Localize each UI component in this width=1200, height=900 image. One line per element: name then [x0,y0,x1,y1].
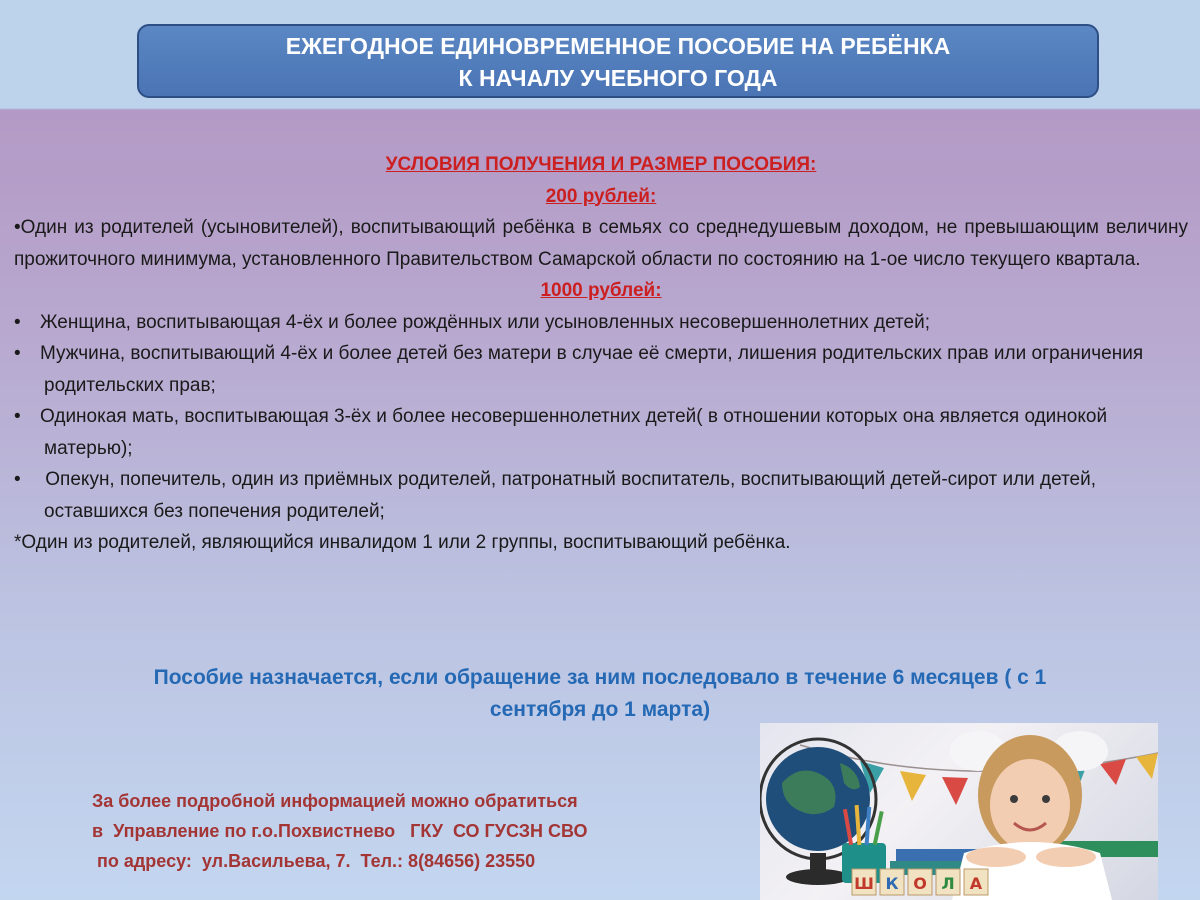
bullet-icon: • [14,406,21,427]
letter-block-text: О [913,874,927,893]
bullet-icon: • [14,469,21,490]
notice-line-1: Пособие назначается, если обращение за ним последовало в течение 6 месяцев ( с 1 [153,666,1047,689]
schoolgirl-photo [760,723,1158,900]
arm [966,847,1026,867]
title-line-1: ЕЖЕГОДНОЕ ЕДИНОВРЕМЕННОЕ ПОСОБИЕ НА РЕБЁНКА [285,33,951,59]
conditions-heading: УСЛОВИЯ ПОЛУЧЕНИЯ И РАЗМЕР ПОСОБИЯ: [385,154,817,175]
contact-line-1: За более подробной информацией можно обратиться [92,791,578,811]
bullet-item [14,338,1188,401]
conditions-section [14,149,1188,559]
bunting-flag [1136,753,1158,779]
bullet-icon: • [14,311,21,333]
arm [1036,847,1096,867]
letter-blocks [852,869,988,895]
contact-info [92,786,588,876]
letter-block-text: Л [941,874,955,893]
bullet-item [14,307,1188,339]
letter-block-text: К [885,874,899,893]
letter-block-text: Ш [854,874,874,893]
notice-text [20,662,1180,726]
disability-note: *Один из родителей, являющийся инвалидом 1 или 2 группы, воспитывающий ребёнка. [14,532,791,553]
title-line-2: К НАЧАЛУ УЧЕБНОГО ГОДА [458,65,778,91]
amount-1000-heading: 1000 рублей: [540,280,662,301]
bullet-text: Женщина, воспитывающая 4-ёх и более рождённых или усыновленных несовершеннолетних детей; [40,311,930,333]
contact-line-2: в Управление по г.о.Похвистнево ГКУ СО ГУСЗН СВО [92,821,588,841]
bullet-text: Одинокая мать, воспитывающая 3-ёх и более несовершеннолетних детей( в отношении которых она является одинокой матерью); [40,406,1108,459]
amount-200-heading: 200 рублей: [545,185,657,207]
eye [1010,795,1018,803]
bullet-item [14,401,1188,464]
amount-200-text: •Один из родителей (усыновителей), воспитывающий ребёнка в семьях со среднедушевым доходом, не превышающим величину прожиточного минимума, установленного Правительством Самарской области по состоянию на 1-ое число текущего квартала. [14,217,1188,270]
photo-illustration [760,723,1158,900]
bullet-text: Мужчина, воспитывающий 4-ёх и более детей без матери в случае её смерти, лишения родительских прав или ограничения родительских прав; [40,343,1144,396]
bullet-text: Опекун, попечитель, один из приёмных родителей, патронатный воспитатель, воспитывающий детей-сирот или детей, оставшихся без попечения родителей; [40,469,1097,522]
letter-block-text: А [969,874,983,893]
notice-line-2: сентября до 1 марта) [489,698,711,721]
bunting-flag [942,777,968,805]
title-banner [137,24,1099,98]
eye [1042,795,1050,803]
face [990,759,1070,851]
bullet-icon: • [14,343,21,364]
bunting-flag [900,771,926,801]
contact-line-3: по адресу: ул.Васильева, 7. Тел.: 8(84656) 23550 [92,851,536,871]
globe-base [786,869,850,885]
bullet-item [14,464,1188,527]
